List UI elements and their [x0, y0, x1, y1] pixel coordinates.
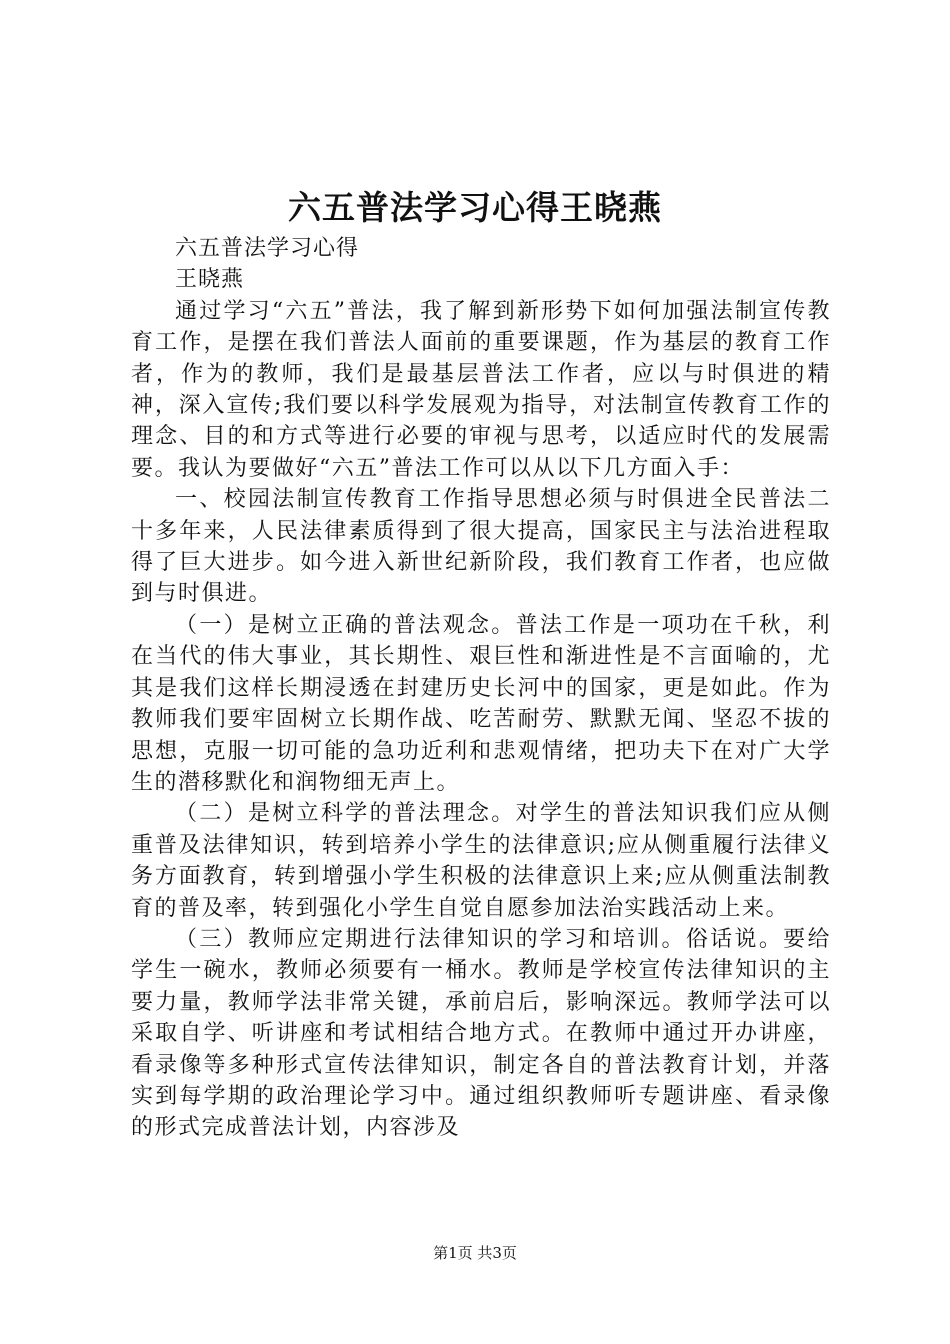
paragraph-point-2: （二）是树立科学的普法理念。对学生的普法知识我们应从侧重普及法律知识，转到培养小学生的法律意识;应从侧重履行法律义务方面教育，转到增强小学生积极的法律意识上来;应从侧重法制教育的普及率，转到强化小学生自觉自愿参加法治实践活动上来。	[131, 801, 831, 921]
paragraph-section-1: 一、校园法制宣传教育工作指导思想必须与时俱进全民普法二十多年来，人民法律素质得到了很大提高，国家民主与法治进程取得了巨大进步。如今进入新世纪新阶段，我们教育工作者，也应做到与时俱进。	[131, 487, 831, 607]
document-subtitle: 六五普法学习心得	[175, 236, 360, 261]
document-body	[131, 233, 831, 1144]
document-title: 六五普法学习心得王晓燕	[288, 188, 662, 227]
paragraph-point-1: （一）是树立正确的普法观念。普法工作是一项功在千秋，利在当代的伟大事业，其长期性、艰巨性和渐进性是不言面喻的，尤其是我们这样长期浸透在封建历史长河中的国家，更是如此。作为教师我们要牢固树立长期作战、吃苦耐劳、默默无闻、坚忍不拔的思想，克服一切可能的急功近利和悲观情绪，把功夫下在对广大学生的潜移默化和润物细无声上。	[131, 612, 831, 795]
paragraph-point-3: （三）教师应定期进行法律知识的学习和培训。俗话说。要给学生一碗水，教师必须要有一桶水。教师是学校宣传法律知识的主要力量，教师学法非常关键，承前启后，影响深远。教师学法可以采取自学、听讲座和考试相结合地方式。在教师中通过开办讲座，看录像等多种形式宣传法律知识，制定各自的普法教育计划，并落实到每学期的政治理论学习中。通过组织教师听专题讲座、看录像的形式完成普法计划，内容涉及	[131, 926, 831, 1141]
document-author: 王晓燕	[175, 267, 245, 293]
paragraph-intro: 通过学习“六五”普法，我了解到新形势下如何加强法制宣传教育工作，是摆在我们普法人面前的重要课题，作为基层的教育工作者，作为的教师，我们是最基层普法工作者，应以与时俱进的精神，深入宣传;我们要以科学发展观为指导，对法制宣传教育工作的理念、目的和方式等进行必要的审视与思考，以适应时代的发展需要。我认为要做好“六五”普法工作可以从以下几方面入手：	[131, 298, 831, 481]
page-footer: 第1页 共3页	[433, 1244, 517, 1262]
